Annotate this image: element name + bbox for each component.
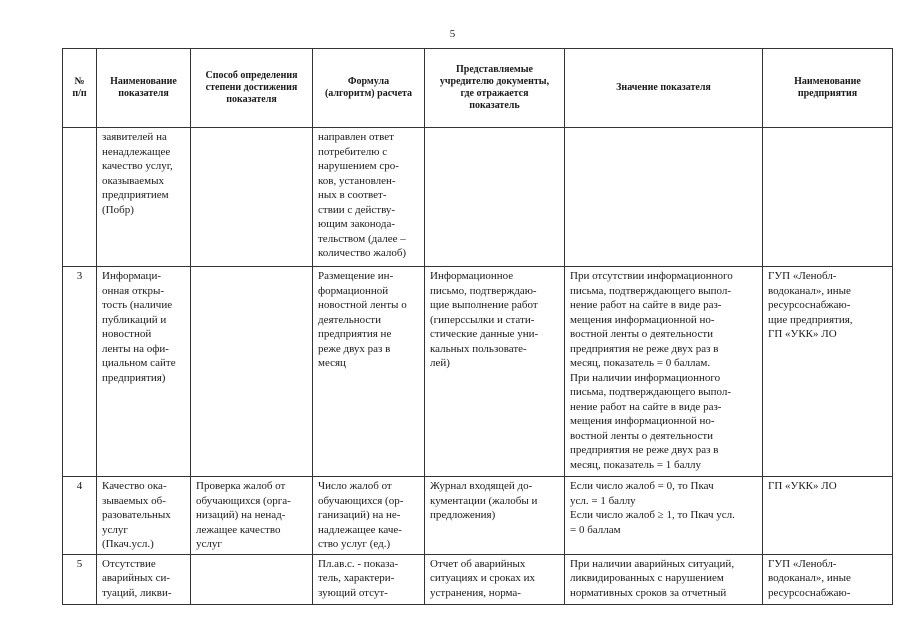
- enterprise-cell: ГУП «Ленобл- водоканал», иные ресурсоснабжаю- щие предприятия, ГП «УКК» ЛО: [763, 267, 893, 477]
- formula-cell: Пл.ав.с. - показа- тель, характери- зующий отсут-: [313, 554, 425, 604]
- method-cell: [191, 554, 313, 604]
- method-cell: [191, 267, 313, 477]
- table-row: [63, 477, 893, 555]
- indicator-name-cell: Отсутствие аварийных си- туаций, ликви-: [97, 554, 191, 604]
- enterprise-cell: ГУП «Ленобл- водоканал», иные ресурсоснабжаю-: [763, 554, 893, 604]
- row-number: [63, 128, 97, 267]
- value-cell: При отсутствии информационного письма, подтверждающего выпол- нение работ на сайте в виде раз- мещения информационной но- востной ленты о деятельности предприятия не реже двух раз в месяц, показатель = 0 баллам. При наличии информационного письма, подтверждающего выпол- нение работ на сайте в виде раз- мещения информационной но- востной ленты о деятельности предприятия не реже двух раз в месяц, показатель = 1 баллу: [565, 267, 763, 477]
- header-formula: Формула (алгоритм) расчета: [313, 49, 425, 128]
- header-value: Значение показателя: [565, 49, 763, 128]
- method-cell: [191, 128, 313, 267]
- header-documents: Представляемые учредителю документы, где отражается показатель: [425, 49, 565, 128]
- table-row: [63, 267, 893, 477]
- indicator-name-cell: Информаци- онная откры- тость (наличие публикаций и новостной ленты на офи- циальном сайте предприятия): [97, 267, 191, 477]
- value-cell: Если число жалоб = 0, то Пкач усл. = 1 баллу Если число жалоб ≥ 1, то Пкач усл. = 0 баллам: [565, 477, 763, 555]
- table-row: [63, 554, 893, 604]
- indicator-name-cell: заявителей на ненадлежащее качество услуг, оказываемых предприятием (Побр): [97, 128, 191, 267]
- table-header-row: [63, 49, 893, 128]
- value-cell: [565, 128, 763, 267]
- enterprise-cell: ГП «УКК» ЛО: [763, 477, 893, 555]
- header-indicator-name: Наименование показателя: [97, 49, 191, 128]
- header-enterprise: Наименование предприятия: [763, 49, 893, 128]
- indicators-table: [62, 48, 893, 605]
- row-number: 4: [63, 477, 97, 555]
- documents-cell: Журнал входящей до- кументации (жалобы и предложения): [425, 477, 565, 555]
- formula-cell: направлен ответ потребителю с нарушением сро- ков, установлен- ных в соответ- ствии с действу- ющим законода- тельством (далее – количество жалоб): [313, 128, 425, 267]
- header-number: № п/п: [63, 49, 97, 128]
- row-number: 3: [63, 267, 97, 477]
- documents-cell: Отчет об аварийных ситуациях и сроках их устранения, норма-: [425, 554, 565, 604]
- formula-cell: Размещение ин- формационной новостной ленты о деятельности предприятия не реже двух раз в месяц: [313, 267, 425, 477]
- table-row: [63, 128, 893, 267]
- indicator-name-cell: Качество ока- зываемых об- разовательных услуг (Пкач.усл.): [97, 477, 191, 555]
- documents-cell: Информационное письмо, подтверждаю- щие выполнение работ (гиперссылки и стати- стические данные уни- кальных пользовате- лей): [425, 267, 565, 477]
- value-cell: При наличии аварийных ситуаций, ликвидированных с нарушением нормативных сроков за отчетный: [565, 554, 763, 604]
- documents-cell: [425, 128, 565, 267]
- enterprise-cell: [763, 128, 893, 267]
- row-number: 5: [63, 554, 97, 604]
- formula-cell: Число жалоб от обучающихся (ор- ганизаций) на не- надлежащее каче- ство услуг (ед.): [313, 477, 425, 555]
- page-number: 5: [449, 28, 456, 40]
- method-cell: Проверка жалоб от обучающихся (орга- низаций) на ненад- лежащее качество услуг: [191, 477, 313, 555]
- header-method: Способ определения степени достижения показателя: [191, 49, 313, 128]
